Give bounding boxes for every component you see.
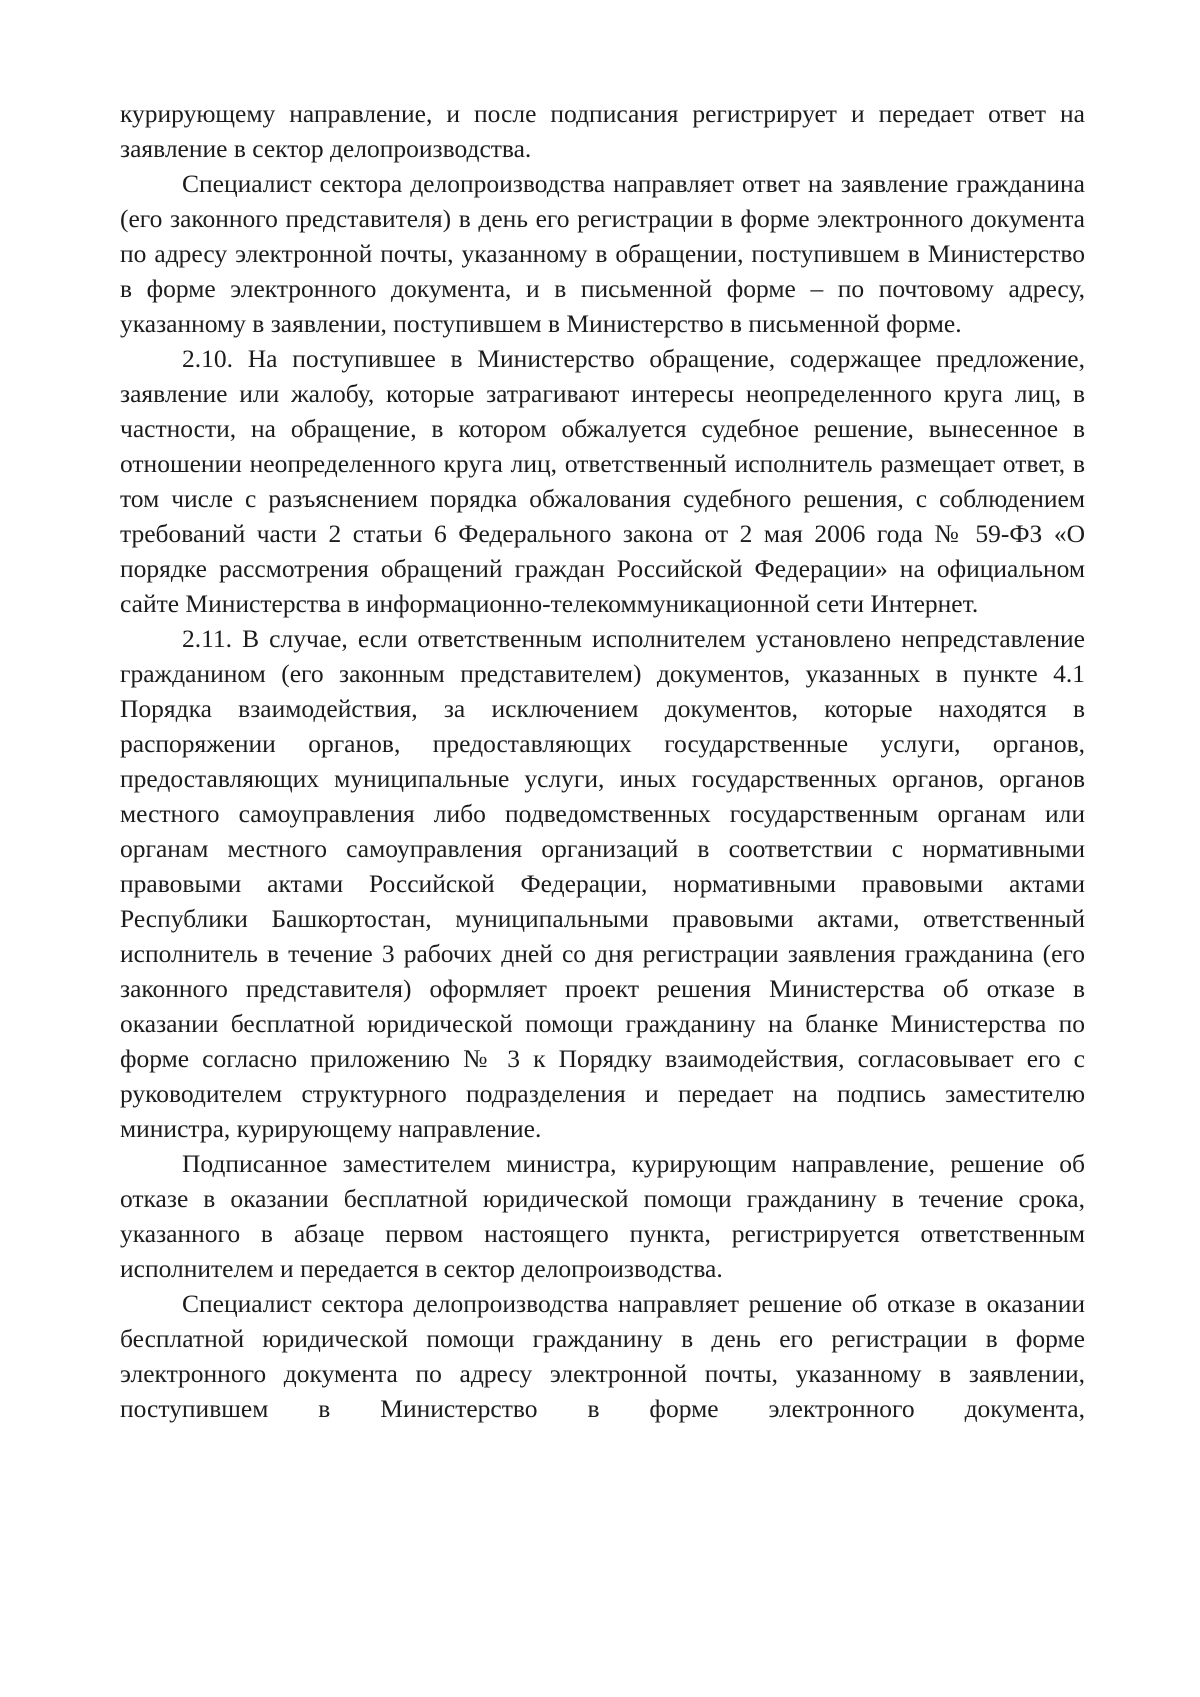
paragraph-2-11: 2.11. В случае, если ответственным исполнителем установлено непредставление гражданином (его законным представителем) документов, указанных в пункте 4.1 Порядка взаимодействия, за исключением документов, которые находятся в распоряжении органов, предоставляющих государственные услуги, органов, предоставляющих муниципальные услуги, иных государственных органов, органов местного самоуправления либо подведомственных государственным органам или органам местного самоуправления организаций в соответствии с нормативными правовыми актами Российской Федерации, нормативными правовыми актами Республики Башкортостан, муниципальными правовыми актами, ответственный исполнитель в течение 3 рабочих дней со дня регистрации заявления гражданина (его законного представителя) оформляет проект решения Министерства об отказе в оказании бесплатной юридической помощи гражданину на бланке Министерства по форме согласно приложению № 3 к Порядку взаимодействия, согласовывает его с руководителем структурного подразделения и передает на подпись заместителю министра, курирующему направление.: [120, 624, 1085, 1143]
paragraph-refusal-delivery: Специалист сектора делопроизводства направляет решение об отказе в оказании бесплатной юридической помощи гражданину в день его регистрации в форме электронного документа по адресу электронной почты, указанному в заявлении, поступившем в Министерство в форме электронного документа,: [120, 1289, 1085, 1423]
document-body: [120, 96, 1085, 1426]
paragraph-continuation: курирующему направление, и после подписания регистрирует и передает ответ на заявление в сектор делопроизводства.: [120, 99, 1085, 163]
paragraph-response-delivery: Специалист сектора делопроизводства направляет ответ на заявление гражданина (его законного представителя) в день его регистрации в форме электронного документа по адресу электронной почты, указанному в обращении, поступившем в Министерство в форме электронного документа, и в письменной форме – по почтовому адресу, указанному в заявлении, поступившем в Министерство в письменной форме.: [120, 169, 1085, 338]
paragraph-2-10: 2.10. На поступившее в Министерство обращение, содержащее предложение, заявление или жалобу, которые затрагивают интересы неопределенного круга лиц, в частности, на обращение, в котором обжалуется судебное решение, вынесенное в отношении неопределенного круга лиц, ответственный исполнитель размещает ответ, в том числе с разъяснением порядка обжалования судебного решения, с соблюдением требований части 2 статьи 6 Федерального закона от 2 мая 2006 года № 59-ФЗ «О порядке рассмотрения обращений граждан Российской Федерации» на официальном сайте Министерства в информационно-телекоммуникационной сети Интернет.: [120, 344, 1085, 618]
paragraph-signed-refusal: Подписанное заместителем министра, курирующим направление, решение об отказе в оказании бесплатной юридической помощи гражданину в течение срока, указанного в абзаце первом настоящего пункта, регистрируется ответственным исполнителем и передается в сектор делопроизводства.: [120, 1149, 1085, 1283]
